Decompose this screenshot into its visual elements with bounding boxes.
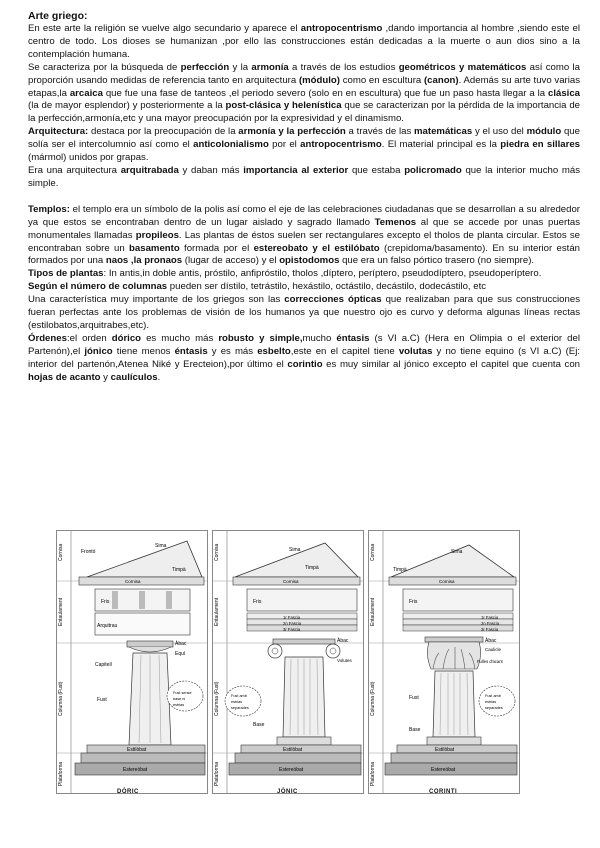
svg-text:1r Fascia: 1r Fascia: [283, 615, 301, 620]
text-run-13: (mármol) unidos por grapas.: [28, 152, 149, 164]
text-run-3: a través de las: [345, 126, 415, 138]
svg-text:Base: Base: [409, 727, 421, 733]
bold-run-2: armonía y la perfección: [238, 126, 346, 138]
svg-text:Entaulament: Entaulament: [58, 597, 64, 626]
svg-text:Entaulament: Entaulament: [370, 597, 376, 626]
greek-orders-figure: [56, 530, 518, 804]
text-run-5: mucho: [302, 332, 337, 344]
bold-run-6: éntasis: [336, 332, 370, 344]
text-run-2: ,dando importancia al hombre ,siendo este el centro de todo. Los dioses se humanizan ,por ello las construcciones están dedicadas a la muerte o aun dios sino a la contemplación humana.: [28, 23, 581, 60]
text-run-7: formada por el: [179, 242, 254, 254]
svg-text:Frontó: Frontó: [81, 549, 96, 555]
svg-text:Columna (Fust): Columna (Fust): [370, 681, 376, 716]
bold-run-8: jónico: [84, 345, 113, 357]
svg-text:Fris: Fris: [101, 599, 110, 605]
document-body: [28, 10, 580, 384]
paragraph-architrave: [28, 165, 580, 191]
bold-run-1: correcciones ópticas: [284, 294, 382, 306]
svg-text:Cornisa: Cornisa: [283, 579, 299, 584]
bold-run-7: (módulo): [298, 74, 340, 86]
text-run-11: . El material principal es la: [381, 139, 501, 151]
text-run-0: Se caracteriza por la búsqueda de: [28, 61, 181, 73]
text-run-2: y la: [229, 61, 252, 73]
text-run-9: por el: [268, 139, 301, 151]
text-run-3: es mucho más: [141, 332, 219, 344]
text-run-7: que solía ser el intercolumnio así como el: [28, 126, 580, 151]
bold-run-14: volutas: [398, 345, 433, 357]
svg-text:Capitell: Capitell: [95, 662, 112, 668]
svg-text:Estereòbat: Estereòbat: [431, 767, 456, 773]
svg-text:Estilòbat: Estilòbat: [127, 747, 147, 753]
text-run-10: . Además su arte tuvo varias etapas,la: [28, 74, 581, 99]
text-run-1: destaca por la preocupación de la: [88, 126, 239, 138]
bold-run-0: Tipos de plantas: [28, 268, 104, 280]
svg-text:2n Fascia: 2n Fascia: [283, 621, 302, 626]
text-run-19: y: [100, 371, 111, 383]
svg-text:separades: separades: [485, 706, 503, 710]
text-run-8: como en escultura: [339, 74, 424, 86]
bold-run-10: éntasis: [174, 345, 208, 357]
svg-text:Cornisa: Cornisa: [58, 543, 64, 561]
bold-run-10: naos ,la pronaos: [105, 255, 183, 267]
text-run-1: :el orden: [66, 332, 112, 344]
svg-text:Estereòbat: Estereòbat: [279, 767, 304, 773]
text-run-1: pueden ser dístilo, tetrástilo, hexástilo, octástilo, decástilo, dodecástilo, etc: [167, 281, 487, 293]
bold-run-5: policromado: [404, 164, 462, 176]
text-run-16: que se caracterizan por la pérdida de la importancia de la perfección,armonía,etc y una mayor preocupación por la expresividad y el dinamismo.: [28, 100, 581, 125]
svg-text:Fust: Fust: [97, 697, 107, 703]
svg-text:Timpà: Timpà: [172, 567, 186, 573]
text-run-5: . Las plantas de éstos suelen ser rectangulares excepto el tholos de planta circular. Estos se encontraban sobre un: [28, 229, 580, 254]
paragraph-orders: [28, 333, 580, 385]
svg-text:Fust amb: Fust amb: [485, 694, 501, 698]
svg-text:estrias: estrias: [231, 700, 243, 704]
corinthian-caption: CORINTI: [429, 789, 458, 795]
ionic-order-illustration: [213, 531, 363, 793]
bold-run-12: piedra en sillares: [500, 139, 581, 151]
text-run-13: ,este en el capitel tiene: [290, 345, 399, 357]
svg-text:Volutes: Volutes: [337, 658, 352, 663]
svg-text:estrias: estrias: [173, 703, 185, 707]
paragraph-columns: [28, 281, 580, 294]
text-run-14: (la de mayor esplendor) y posteriormente a la: [28, 100, 226, 112]
bold-run-1: antropocentrismo: [300, 23, 383, 34]
svg-text:Equí: Equí: [175, 651, 186, 657]
svg-text:Estilòbat: Estilòbat: [435, 747, 455, 753]
bold-run-12: opistodomos: [279, 255, 340, 267]
bold-run-2: dórico: [111, 332, 142, 344]
bold-run-9: (canon): [423, 74, 459, 86]
bold-run-6: módulo: [526, 126, 562, 138]
svg-text:Caulicle: Caulicle: [485, 647, 502, 652]
svg-text:Fris: Fris: [253, 599, 262, 605]
paragraph-optical-corrections: [28, 294, 580, 333]
svg-text:Plataforma: Plataforma: [58, 761, 64, 786]
text-run-3: al que se accede por unas puertas monumentales llamadas: [28, 216, 580, 241]
section-heading: Arte griego:: [28, 10, 88, 22]
bold-run-1: perfección: [180, 61, 230, 73]
text-run-17: es muy similar al jónico excepto el capitel que cuenta con: [322, 358, 581, 370]
text-run-0: Una característica muy importante de los griegos son las: [28, 294, 285, 306]
svg-text:Fulles d'acant: Fulles d'acant: [477, 659, 503, 664]
text-run-2: y daban más: [178, 164, 244, 176]
bold-run-18: hojas de acanto: [28, 371, 101, 383]
doric-caption: DÒRIC: [117, 789, 139, 795]
svg-text:Sima: Sima: [451, 549, 463, 555]
text-run-1: el templo era un símbolo de la polis así como el eje de las celebraciones ciudadanas que se desarrollan a su alrededor ya que estos se encontraban dentro de un lugar aislado y sagrado llamado: [28, 203, 580, 228]
bold-run-0: Según el número de columnas: [28, 281, 168, 293]
paragraph-architecture: [28, 126, 580, 165]
text-run-5: y el uso del: [472, 126, 527, 138]
svg-text:Cornisa: Cornisa: [439, 579, 455, 584]
svg-text:Timpà: Timpà: [305, 565, 319, 571]
corinthian-order-illustration: [369, 531, 519, 793]
paragraph-plant-types: [28, 268, 580, 281]
ionic-order-plate: [212, 530, 364, 794]
text-run-1: : In antis,in doble antis, próstilo, anfipróstilo, tholos ,díptero, períptero, pseudodíptero, pseudoperíptero.: [103, 268, 542, 280]
bold-run-3: armonía: [251, 61, 289, 73]
svg-text:Columna (Fust): Columna (Fust): [214, 681, 220, 716]
text-run-6: que la interior mucho más simple.: [28, 164, 581, 189]
bold-run-0: Órdenes: [28, 332, 67, 344]
bold-run-8: anticolonialismo: [193, 139, 269, 151]
bold-run-2: Temenos: [374, 216, 417, 228]
text-run-4: que estaba: [348, 164, 405, 176]
svg-text:Àbac: Àbac: [485, 638, 497, 644]
bold-run-4: robusto y simple,: [218, 332, 303, 344]
ionic-caption: JÒNIC: [277, 789, 298, 795]
svg-text:Cornisa: Cornisa: [125, 579, 141, 584]
svg-text:2n Fascia: 2n Fascia: [481, 621, 500, 626]
text-run-4: a través de los estudios: [288, 61, 399, 73]
bold-run-5: geométricos y matemáticos: [398, 61, 527, 73]
text-run-12: que fue una fase de tanteos ,el periodo severo (solo en en escultura) que fue un paso hasta llegar a la: [102, 87, 548, 99]
bold-run-13: clásica: [547, 87, 580, 99]
bold-run-10: antropocentrismo: [300, 139, 382, 151]
text-run-15: y no tiene equino (s VI a.C) (Ej: interior del partenón,Atenea Niké y Erecteion),por último el: [28, 345, 580, 370]
bold-run-1: arquitrabada: [120, 164, 179, 176]
svg-text:Timpà: Timpà: [393, 567, 407, 573]
paragraph-characteristics: [28, 62, 580, 127]
text-run-11: (lugar de acceso) y el: [182, 255, 280, 267]
svg-text:Fust amb: Fust amb: [231, 694, 247, 698]
svg-text:base ni: base ni: [173, 697, 186, 701]
bold-run-20: caulículos: [110, 371, 158, 383]
paragraph-intro: [28, 23, 580, 62]
text-run-13: que era un falso pórtico trasero (no siempre).: [339, 255, 535, 267]
svg-text:Sima: Sima: [155, 543, 167, 549]
bold-run-16: corintio: [287, 358, 323, 370]
bold-run-12: esbelto: [257, 345, 291, 357]
paragraph-temples: [28, 204, 580, 269]
bold-run-4: matemáticas: [414, 126, 473, 138]
svg-text:estrias: estrias: [485, 700, 497, 704]
text-run-9: (crepidoma/basamento). En su interior están formados por una: [28, 242, 581, 267]
svg-text:Plataforma: Plataforma: [370, 761, 376, 786]
text-run-7: (s VI a.C) (Hera en Olimpia o el exterior del Partenón),el: [28, 332, 580, 357]
bold-run-15: post-clásica y helenística: [225, 100, 342, 112]
text-run-11: y es más: [207, 345, 258, 357]
text-run-21: .: [157, 371, 161, 383]
text-run-0: Era una arquitectura: [28, 164, 121, 176]
svg-text:Sima: Sima: [289, 547, 301, 553]
svg-text:Fust sense: Fust sense: [173, 691, 192, 695]
svg-text:separades: separades: [231, 706, 249, 710]
svg-text:3r Fascia: 3r Fascia: [283, 627, 301, 632]
bold-run-11: arcaica: [69, 87, 103, 99]
text-run-0: En este arte la religión se vuelve algo secundario y aparece el: [28, 23, 301, 34]
svg-text:Cornisa: Cornisa: [370, 543, 376, 561]
text-run-6: así como la proporción usando medidas de referencia tanto en arquitectura: [28, 61, 580, 86]
bold-run-6: basamento: [129, 242, 180, 254]
bold-run-0: Templos:: [28, 203, 70, 215]
svg-text:Estereòbat: Estereòbat: [123, 767, 148, 773]
bold-run-3: importancia al exterior: [243, 164, 349, 176]
doric-order-plate: [56, 530, 208, 794]
svg-text:Entaulament: Entaulament: [214, 597, 220, 626]
bold-run-0: Arquitectura:: [28, 126, 89, 138]
svg-text:Base: Base: [253, 722, 265, 728]
corinthian-order-plate: [368, 530, 520, 794]
svg-text:Arquitrau: Arquitrau: [97, 623, 118, 629]
doric-order-illustration: [57, 531, 207, 793]
bold-run-8: estereobato y el estilóbato: [253, 242, 380, 254]
svg-text:Cornisa: Cornisa: [214, 543, 220, 561]
text-run-9: tiene menos: [112, 345, 175, 357]
svg-text:3r Fascia: 3r Fascia: [481, 627, 499, 632]
svg-text:Fris: Fris: [409, 599, 418, 605]
bold-run-4: propileos: [135, 229, 179, 241]
svg-text:Plataforma: Plataforma: [214, 761, 220, 786]
text-run-2: que realizaban para que sus construcciones fueran perfectas ante los problemas de visión de los humanos ya que nuestro ojo es curvo y deforma algunas líneas rectas (estilobatos,arquitrabes,etc).: [28, 294, 580, 331]
svg-text:Fust: Fust: [409, 695, 419, 701]
svg-text:Àbac: Àbac: [337, 638, 349, 644]
svg-text:Estilòbat: Estilòbat: [283, 747, 303, 753]
svg-text:Àbac: Àbac: [175, 641, 187, 647]
svg-text:Columna (Fust): Columna (Fust): [58, 681, 64, 716]
svg-text:1r Fascia: 1r Fascia: [481, 615, 499, 620]
